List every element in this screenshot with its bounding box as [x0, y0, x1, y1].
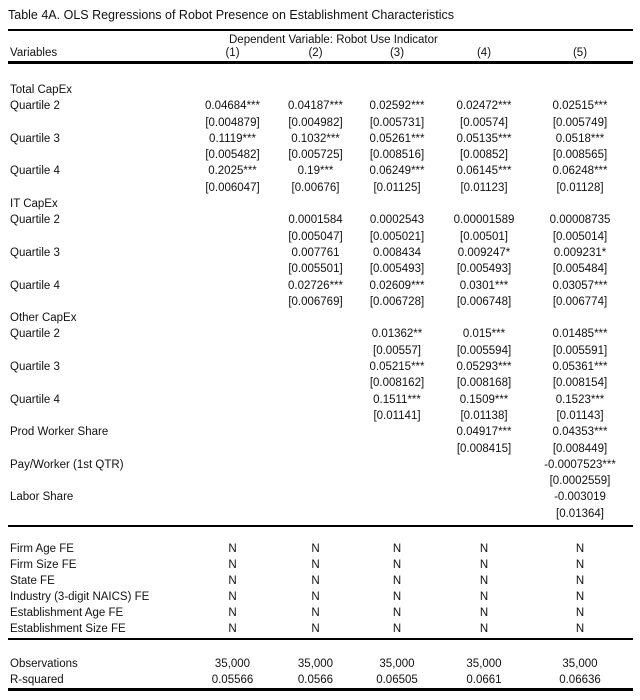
cell-col5: [0.005014] [552, 230, 608, 243]
cell-col1: N [228, 591, 237, 604]
row-label [8, 473, 190, 489]
cell-col5 [530, 310, 630, 326]
cell-col1: 0.04684*** [205, 100, 260, 113]
cell-col1: [0.004879] [205, 116, 260, 129]
cell-col5: 0.1523*** [555, 393, 605, 406]
cell-col5: [0.006774] [552, 295, 608, 308]
std-error-row [0, 261, 640, 277]
cell-col1: N [228, 543, 237, 556]
cell-col5: -0.003019 [554, 491, 606, 504]
table-row [0, 310, 640, 326]
cell-col5 [530, 196, 630, 212]
cell-col5: 0.05361*** [552, 361, 608, 374]
cell-col1: 0.05566 [211, 674, 254, 687]
row-label: Firm Size FE [10, 559, 77, 572]
cell-col5: 0.06636 [559, 674, 601, 687]
cell-col3 [356, 506, 438, 522]
cell-col5: [0.008154] [552, 377, 608, 390]
cell-col3 [356, 441, 438, 457]
row-label [8, 343, 190, 359]
cell-col5: [0.008449] [552, 442, 608, 455]
cell-col3 [356, 424, 438, 440]
coefficients-block [0, 82, 640, 522]
table-row [0, 196, 640, 212]
table-row [0, 212, 640, 228]
cell-col2: 0.007761 [291, 246, 340, 259]
cell-col3 [356, 473, 438, 489]
cell-col3: 0.008434 [373, 246, 421, 259]
table-row [0, 656, 640, 672]
dependent-variable-header [0, 34, 640, 47]
std-error-row [0, 147, 640, 163]
table-row [0, 424, 640, 440]
cell-col2: 0.02726*** [288, 279, 343, 292]
cell-col2: [0.006769] [288, 295, 343, 308]
row-label: Total CapEx [10, 84, 73, 96]
cell-col4: [0.00501] [460, 230, 508, 243]
cell-col5: N [575, 591, 585, 604]
cell-col4: [0.008168] [456, 377, 512, 390]
cell-col2 [275, 441, 356, 457]
cell-col4: [0.01123] [460, 181, 508, 194]
row-label: Prod Worker Share [10, 426, 109, 439]
cell-col1: 0.1119*** [209, 132, 256, 145]
cell-col5: 0.00008735 [549, 214, 611, 227]
cell-col4: 0.05293*** [456, 361, 512, 374]
cell-col1 [190, 261, 275, 277]
cell-col2 [275, 489, 356, 505]
cell-col5: [0.01143] [556, 409, 604, 422]
cell-col4: [0.01138] [460, 409, 508, 422]
table-row [0, 278, 640, 294]
row-label: Establishment Age FE [10, 607, 124, 620]
cell-col1 [190, 196, 275, 212]
table-row [0, 392, 640, 408]
cell-col2 [275, 359, 356, 375]
cell-col2 [275, 424, 356, 440]
column-header-5: (5) [572, 47, 588, 59]
cell-col1: N [228, 575, 237, 588]
cell-col2: [0.005501] [288, 263, 343, 276]
cell-col2: N [311, 543, 320, 556]
cell-col4 [438, 196, 530, 212]
cell-col3: N [392, 559, 402, 572]
row-label: Quartile 4 [10, 393, 60, 406]
table-row [0, 82, 640, 98]
row-label: Quartile 2 [10, 214, 60, 227]
row-label: Labor Share [10, 491, 74, 504]
cell-col1 [190, 392, 275, 408]
cell-col5: [0.01364] [556, 507, 604, 520]
column-header-row [0, 47, 640, 60]
cell-col1 [190, 229, 275, 245]
cell-col3: N [392, 575, 402, 588]
cell-col3: 0.05261*** [369, 132, 425, 145]
cell-col1 [190, 441, 275, 457]
cell-col5: N [575, 607, 585, 620]
table-row [0, 672, 640, 688]
table-row [0, 589, 640, 605]
cell-col2: 0.1032*** [291, 132, 340, 145]
cell-col3: [0.008162] [369, 377, 425, 390]
cell-col2 [275, 375, 356, 391]
cell-col2: 0.0001584 [288, 214, 343, 227]
cell-col2: [0.005047] [288, 230, 343, 243]
cell-col1 [190, 457, 275, 473]
std-error-row [0, 408, 640, 424]
row-label [8, 115, 190, 131]
cell-col4 [438, 489, 530, 505]
cell-col1: 35,000 [214, 658, 251, 671]
row-label: Establishment Size FE [10, 623, 126, 636]
cell-col4: N [479, 591, 489, 604]
cell-col2 [275, 506, 356, 522]
row-label [8, 261, 190, 277]
cell-col5: 0.02515*** [552, 100, 608, 113]
cell-col4: N [479, 623, 489, 636]
cell-col4 [438, 457, 530, 473]
cell-col1 [190, 375, 275, 391]
cell-col2 [275, 343, 356, 359]
cell-col3: 0.0002543 [369, 214, 425, 227]
std-error-row [0, 375, 640, 391]
rule-under-title [8, 29, 633, 31]
cell-col1: N [228, 623, 237, 636]
cell-col5: 35,000 [562, 658, 598, 671]
cell-col4: 0.05135*** [456, 132, 512, 145]
cell-col4: [0.00852] [460, 149, 508, 162]
cell-col5: [0.008565] [552, 149, 608, 162]
cell-col2: 0.04187*** [288, 100, 343, 113]
summary-stats-block [0, 656, 640, 688]
row-label: Industry (3-digit NAICS) FE [10, 591, 150, 604]
column-header-2: (2) [308, 47, 323, 59]
cell-col4: N [479, 575, 489, 588]
cell-col5: N [575, 623, 585, 636]
cell-col5: N [575, 559, 585, 572]
cell-col1 [190, 408, 275, 424]
cell-col5: [0.005591] [552, 344, 608, 357]
cell-col5: 0.0518*** [555, 132, 605, 145]
table-row [0, 457, 640, 473]
rule-under-header [8, 61, 633, 64]
cell-col4 [438, 506, 530, 522]
std-error-row [0, 115, 640, 131]
std-error-row [0, 343, 640, 359]
cell-col3: 0.06249*** [369, 165, 425, 178]
cell-col1 [190, 294, 275, 310]
cell-col2: N [311, 559, 320, 572]
fixed-effects-block [0, 541, 640, 637]
row-label: R-squared [10, 674, 64, 687]
cell-col2: N [311, 591, 320, 604]
cell-col2 [275, 408, 356, 424]
rule-above-fixed-effects [8, 525, 633, 527]
cell-col2: N [311, 623, 320, 636]
cell-col4: 0.02472*** [456, 100, 512, 113]
cell-col3: [0.00557] [373, 344, 421, 357]
cell-col4 [438, 473, 530, 489]
cell-col5 [530, 82, 630, 98]
row-label: State FE [10, 575, 55, 588]
cell-col1: [0.006047] [205, 181, 260, 194]
cell-col1: 0.2025*** [208, 165, 257, 178]
cell-col5: 0.03057*** [552, 279, 608, 292]
std-error-row [0, 294, 640, 310]
row-label [8, 375, 190, 391]
cell-col1 [190, 489, 275, 505]
cell-col3: 0.1511*** [373, 393, 421, 406]
cell-col2 [275, 392, 356, 408]
row-label: Quartile 2 [10, 328, 60, 341]
cell-col3 [356, 196, 438, 212]
row-label: Quartile 2 [10, 100, 60, 113]
std-error-row [0, 473, 640, 489]
table-row [0, 573, 640, 589]
cell-col2: [0.005725] [288, 149, 343, 162]
cell-col4: 0.00001589 [453, 214, 515, 227]
cell-col1 [190, 245, 275, 261]
row-label [8, 506, 190, 522]
cell-col4: 0.0301*** [459, 279, 509, 292]
cell-col5: 0.04353*** [552, 426, 608, 439]
cell-col2 [275, 196, 356, 212]
cell-col5: [0.0002559] [549, 475, 611, 488]
cell-col2 [275, 326, 356, 342]
table-row [0, 621, 640, 637]
table-row [0, 541, 640, 557]
table-row [0, 163, 640, 179]
cell-col3 [356, 82, 438, 98]
cell-col2: 0.0566 [297, 674, 334, 687]
cell-col2: [0.004982] [288, 116, 343, 129]
column-header-3: (3) [389, 47, 405, 59]
cell-col5: [0.01128] [556, 181, 604, 194]
row-label: Quartile 4 [10, 279, 60, 292]
cell-col2 [275, 82, 356, 98]
cell-col3: [0.005731] [369, 116, 425, 129]
cell-col1 [190, 473, 275, 489]
std-error-row [0, 180, 640, 196]
row-label [8, 180, 190, 196]
column-header-1: (1) [225, 47, 240, 59]
cell-col1: N [228, 607, 237, 620]
std-error-row [0, 229, 640, 245]
cell-col5: 0.009231* [553, 246, 607, 259]
cell-col5: N [575, 543, 585, 556]
table-row [0, 557, 640, 573]
cell-col4: 0.009247* [457, 246, 511, 259]
table-row [0, 245, 640, 261]
table-row [0, 98, 640, 114]
cell-col4: [0.005594] [456, 344, 512, 357]
cell-col4: 0.1509*** [459, 393, 509, 406]
cell-col3: [0.008516] [369, 149, 425, 162]
cell-col3: [0.006728] [369, 295, 425, 308]
cell-col4: 0.04917*** [456, 426, 512, 439]
cell-col3: 0.02609*** [369, 279, 425, 292]
row-label [8, 408, 190, 424]
cell-col4: N [479, 543, 489, 556]
std-error-row [0, 441, 640, 457]
cell-col1 [190, 326, 275, 342]
row-label: Other CapEx [10, 312, 77, 325]
table-title: Table 4A. OLS Regressions of Robot Presence on Establishment Characteristics [8, 8, 455, 22]
cell-col1: [0.005482] [205, 149, 260, 162]
row-label: Observations [10, 658, 78, 671]
row-label: Quartile 3 [10, 132, 60, 145]
cell-col5: [0.005749] [552, 116, 608, 129]
cell-col1: N [228, 559, 237, 572]
cell-col4: [0.005493] [456, 263, 512, 276]
cell-col2: N [311, 575, 320, 588]
cell-col5: N [575, 575, 585, 588]
table-row [0, 326, 640, 342]
cell-col2: 0.19*** [297, 165, 334, 178]
cell-col3: 0.02592*** [369, 100, 425, 113]
cell-col2: 35,000 [297, 658, 334, 671]
cell-col4: 0.0661 [466, 674, 502, 687]
cell-col1 [190, 343, 275, 359]
cell-col1 [190, 310, 275, 326]
cell-col4: N [479, 559, 489, 572]
cell-col2 [275, 457, 356, 473]
cell-col3: 0.06505 [376, 674, 418, 687]
cell-col4: [0.00574] [460, 116, 508, 129]
cell-col5: [0.005484] [552, 263, 608, 276]
cell-col1 [190, 82, 275, 98]
cell-col3: [0.005493] [369, 263, 425, 276]
cell-col1 [190, 424, 275, 440]
cell-col4 [438, 82, 530, 98]
cell-col5: -0.0007523*** [544, 458, 616, 471]
cell-col3: N [392, 607, 402, 620]
cell-col3: 35,000 [379, 658, 415, 671]
cell-col3: 0.05215*** [369, 361, 425, 374]
cell-col3: N [392, 543, 402, 556]
cell-col3: N [392, 591, 402, 604]
cell-col1 [190, 278, 275, 294]
table-row [0, 359, 640, 375]
cell-col4: 0.06145*** [456, 165, 512, 178]
cell-col1 [190, 212, 275, 228]
cell-col4 [438, 310, 530, 326]
row-label [8, 441, 190, 457]
cell-col4: N [479, 607, 489, 620]
row-label: Quartile 3 [10, 361, 60, 374]
rule-under-fixed-effects [8, 638, 633, 640]
cell-col4: 35,000 [466, 658, 502, 671]
cell-col3: [0.005021] [369, 230, 425, 243]
dependent-variable-label: Dependent Variable: Robot Use Indicator [229, 34, 438, 46]
std-error-row [0, 506, 640, 522]
row-label [8, 229, 190, 245]
cell-col5: 0.01485*** [552, 328, 608, 341]
cell-col3: 0.01362** [371, 328, 423, 341]
row-label: Firm Age FE [10, 543, 74, 556]
table-row [0, 489, 640, 505]
cell-col3: [0.01141] [373, 409, 421, 422]
table-row [0, 605, 640, 621]
variables-header: Variables [10, 47, 58, 59]
bottom-rule [8, 688, 633, 691]
cell-col2: N [311, 607, 320, 620]
row-label: Quartile 3 [10, 246, 60, 259]
row-label: IT CapEx [10, 198, 58, 211]
row-label [8, 147, 190, 163]
row-label: Pay/Worker (1st QTR) [10, 458, 124, 471]
cell-col3 [356, 457, 438, 473]
cell-col2 [275, 310, 356, 326]
cell-col3 [356, 489, 438, 505]
cell-col1 [190, 359, 275, 375]
row-label: Quartile 4 [10, 165, 60, 178]
cell-col4: [0.006748] [456, 295, 512, 308]
column-header-4: (4) [476, 47, 492, 59]
cell-col1 [190, 506, 275, 522]
cell-col4: 0.015*** [462, 328, 506, 341]
cell-col2: [0.00676] [291, 181, 340, 194]
cell-col3: [0.01125] [373, 181, 421, 194]
cell-col5: 0.06248*** [552, 165, 608, 178]
cell-col3: N [392, 623, 402, 636]
cell-col3 [356, 310, 438, 326]
table-row [0, 131, 640, 147]
cell-col2 [275, 473, 356, 489]
row-label [8, 294, 190, 310]
cell-col4: [0.008415] [456, 442, 512, 455]
